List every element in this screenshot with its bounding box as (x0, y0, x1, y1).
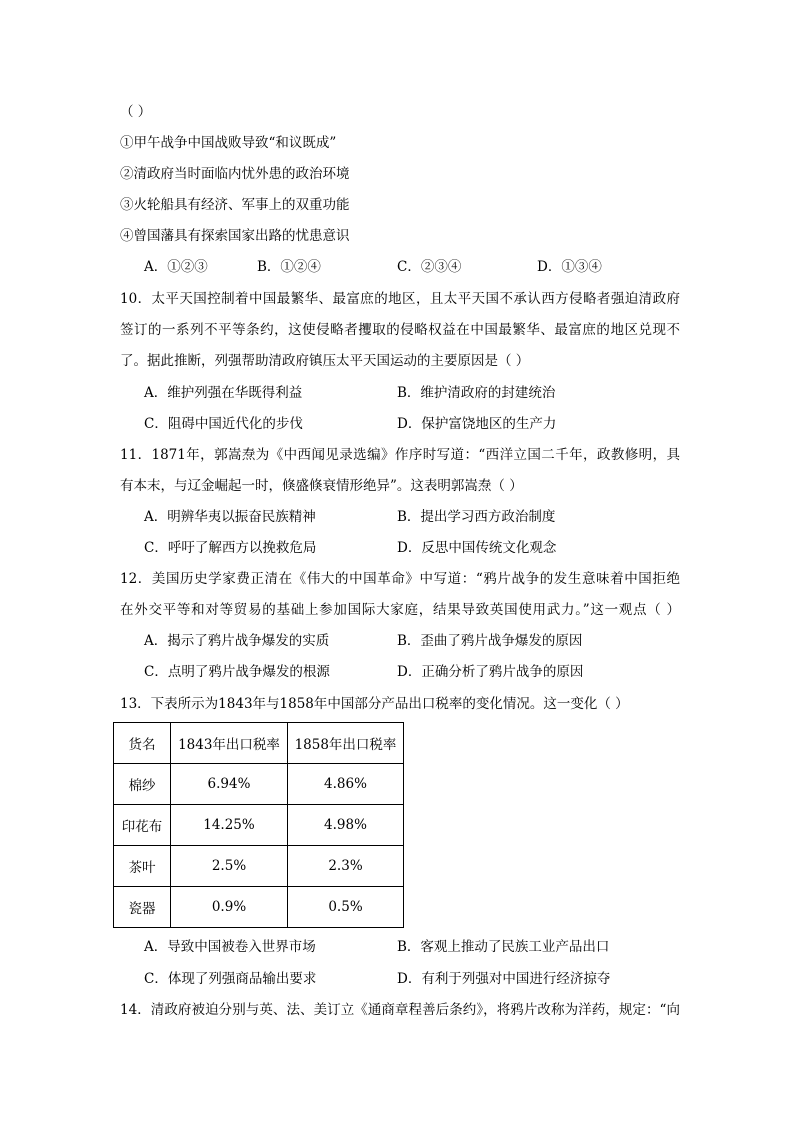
q9-option-c: C．②③④ (397, 259, 462, 275)
table-header-row (114, 723, 404, 764)
q11-option-c: C．呼吁了解西方以挽救危局 (144, 540, 317, 556)
q10-line-1: 10．太平天国控制着中国最繁华、最富庶的地区，且太平天国不承认西方侵略者强迫清政府 (120, 291, 680, 307)
q11-option-a: A．明辨华夷以振奋民族精神 (144, 509, 316, 525)
q10-option-d: D．保护富饶地区的生产力 (397, 416, 557, 432)
table-cell: 瓷器 (114, 887, 171, 928)
q9-item-2: ②清政府当时面临内忧外患的政治环境 (120, 166, 350, 182)
table-cell: 6.94% (171, 764, 288, 805)
q12-line-1: 12．美国历史学家费正清在《伟大的中国革命》中写道：“鸦片战争的发生意味着中国拒绝 (120, 571, 680, 587)
q9-option-b: B．①②④ (257, 259, 321, 275)
table-row (114, 846, 404, 887)
table-row (114, 805, 404, 846)
q12-option-c: C．点明了鸦片战争爆发的根源 (144, 664, 330, 680)
table-cell: 2.5% (171, 846, 288, 887)
table-cell: 茶叶 (114, 846, 171, 887)
table-header-cell: 货名 (114, 723, 171, 764)
q10-line-3: 了。据此推断，列强帮助清政府镇压太平天国运动的主要原因是（ ） (120, 353, 530, 369)
table-header-cell: 1858年出口税率 (288, 723, 404, 764)
q13-line: 13．下表所示为1843年与1858年中国部分产品出口税率的变化情况。这一变化（ ） (120, 696, 629, 712)
table-cell: 0.5% (288, 887, 404, 928)
q12-option-d: D．正确分析了鸦片战争的原因 (397, 664, 584, 680)
q13-option-c: C．体现了列强商品输出要求 (144, 971, 317, 987)
table-cell: 棉纱 (114, 764, 171, 805)
table-cell: 0.9% (171, 887, 288, 928)
q12-option-a: A．揭示了鸦片战争爆发的实质 (144, 633, 330, 649)
table-cell: 印花布 (114, 805, 171, 846)
q12-option-b: B．歪曲了鸦片战争爆发的原因 (397, 633, 583, 649)
q11-option-d: D．反思中国传统文化观念 (397, 540, 557, 556)
q9-paren: （ ） (120, 104, 152, 120)
q10-line-2: 签订的一系列不平等条约，这使侵略者攫取的侵略权益在中国最繁华、最富庶的地区兑现不 (120, 322, 680, 338)
q9-option-d: D．①③④ (537, 259, 602, 275)
table-cell: 4.86% (288, 764, 404, 805)
q9-item-4: ④曾国藩具有探索国家出路的忧患意识 (120, 228, 350, 244)
q13-option-d: D．有利于列强对中国进行经济掠夺 (397, 971, 611, 987)
q13-option-b: B．客观上推动了民族工业产品出口 (397, 939, 610, 955)
export-tax-table (113, 722, 404, 928)
q11-line-1: 11．1871年，郭嵩焘为《中西闻见录选编》作序时写道：“西洋立国二千年，政教修明，具 (120, 447, 680, 463)
q11-line-2: 有本末，与辽金崛起一时，倏盛倏衰情形绝异”。这表明郭嵩焘（ ） (120, 478, 523, 494)
table-row (114, 887, 404, 928)
q11-option-b: B．提出学习西方政治制度 (397, 509, 556, 525)
table-cell: 4.98% (288, 805, 404, 846)
q9-item-1: ①甲午战争中国战败导致“和议既成” (120, 135, 337, 151)
table-cell: 2.3% (288, 846, 404, 887)
q14-line-1: 14．清政府被迫分别与英、法、美订立《通商章程善后条约》，将鸦片改称为洋药，规定：“向 (120, 1002, 680, 1018)
q10-option-c: C．阻碍中国近代化的步伐 (144, 416, 303, 432)
q10-option-a: A．维护列强在华既得利益 (144, 385, 303, 401)
q9-item-3: ③火轮船具有经济、军事上的双重功能 (120, 197, 350, 213)
q12-line-2: 在外交平等和对等贸易的基础上参加国际大家庭，结果导致英国使用武力。”这一观点（ ） (120, 602, 680, 618)
table-row (114, 764, 404, 805)
table-cell: 14.25% (171, 805, 288, 846)
q9-option-a: A．①②③ (144, 259, 208, 275)
q13-option-a: A．导致中国被卷入世界市场 (144, 939, 316, 955)
q10-option-b: B．维护清政府的封建统治 (397, 385, 556, 401)
table-header-cell: 1843年出口税率 (171, 723, 288, 764)
